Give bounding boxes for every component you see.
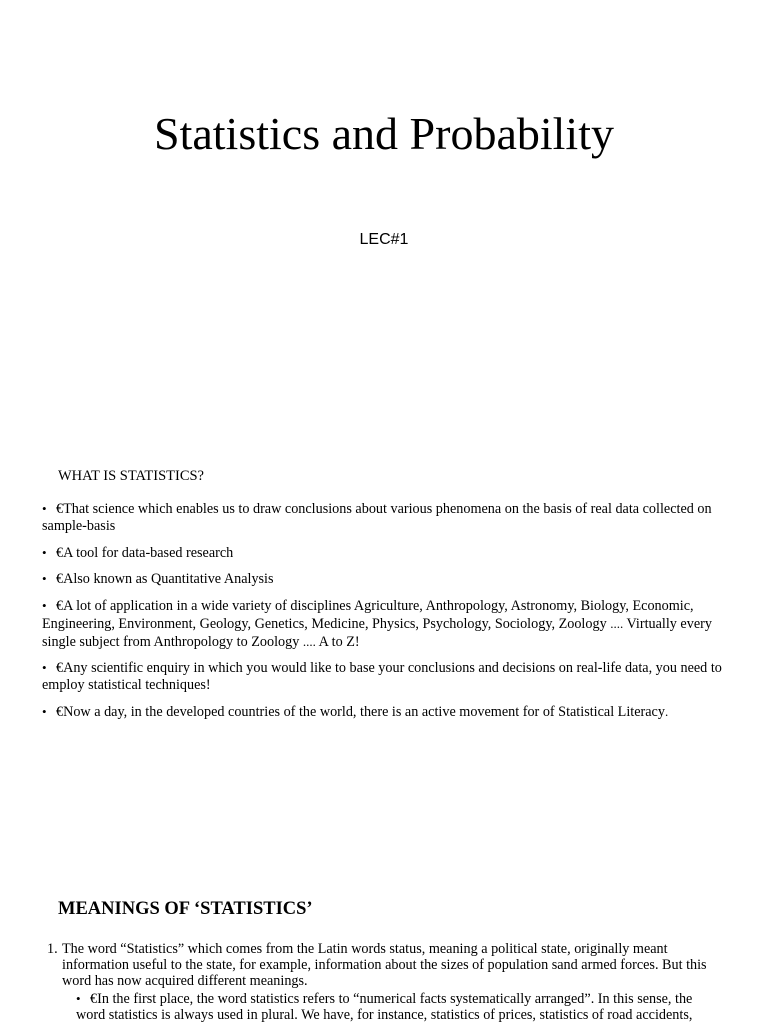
bullet-icon: •: [76, 991, 81, 1006]
list-item-text-tail: A to Z!: [315, 633, 360, 650]
section-heading-meanings: MEANINGS OF ‘STATISTICS’: [58, 899, 313, 919]
bullet-prefix: €: [56, 660, 64, 676]
list-item-text: Now a day, in the developed countries of the world, there is an active movement for of Statistical Literacy: [63, 703, 665, 720]
bullet-prefix: €: [90, 991, 98, 1007]
list-item: [42, 570, 722, 588]
bullet-prefix: €: [56, 571, 64, 587]
list-item-tail: .: [664, 703, 669, 719]
bullet-icon: •: [42, 597, 47, 613]
list-item: [42, 659, 722, 694]
bullet-icon: •: [42, 501, 47, 516]
definition-list: [42, 500, 722, 729]
sub-bullet-text: In the first place, the word statistics refers to “numerical facts systematically arranged”. In this sense, the word statistics is always used in plural. We have, for instance, statistics of prices, statistics of road accidents,: [76, 991, 693, 1023]
list-item-text-continued: Virtually every single subject from Anthropology to Zoology: [42, 615, 712, 650]
list-item: [42, 544, 722, 562]
list-item: [42, 597, 722, 651]
list-item-text: Also known as Quantitative Analysis: [63, 571, 274, 587]
bullet-prefix: €: [56, 703, 64, 720]
list-item-text: A lot of application in a wide variety of disciplines Agriculture, Anthropology, Astronomy, Biology, Economic, Engineering, Environment, Geology, Genetics, Medicine, Physics, Psychology, Sociology, Zoology: [42, 597, 694, 632]
bullet-icon: •: [42, 571, 47, 586]
bullet-icon: •: [42, 544, 47, 560]
ellipsis: ....: [610, 615, 624, 631]
sub-bullet-item: [76, 991, 710, 1023]
section-heading-what-is-statistics: WHAT IS STATISTICS?: [58, 468, 204, 484]
item-number: 1.: [47, 941, 58, 957]
list-item-text: That science which enables us to draw conclusions about various phenomena on the basis of real data collected on sample-basis: [42, 501, 712, 534]
bullet-prefix: €: [56, 501, 64, 517]
list-item-text: A tool for data-based research: [63, 544, 234, 561]
page-title: Statistics and Probability: [154, 108, 614, 159]
bullet-prefix: €: [56, 597, 64, 614]
lecture-label: LEC#1: [359, 231, 409, 248]
list-item: [42, 703, 722, 721]
numbered-item: [47, 941, 710, 989]
bullet-icon: •: [42, 703, 47, 719]
bullet-prefix: €: [56, 544, 64, 561]
list-item: [42, 500, 722, 535]
numbered-item-text: The word “Statistics” which comes from the Latin words status, meaning a political state, originally meant information useful to the state, for example, information about the sizes of population sand armed forces. But this word has now acquired different meanings.: [62, 941, 707, 989]
ellipsis: ....: [302, 633, 316, 649]
bullet-icon: •: [42, 660, 47, 675]
list-item-text: Any scientific enquiry in which you would like to base your conclusions and decisions on real-life data, you need to employ statistical techniques!: [42, 660, 722, 693]
